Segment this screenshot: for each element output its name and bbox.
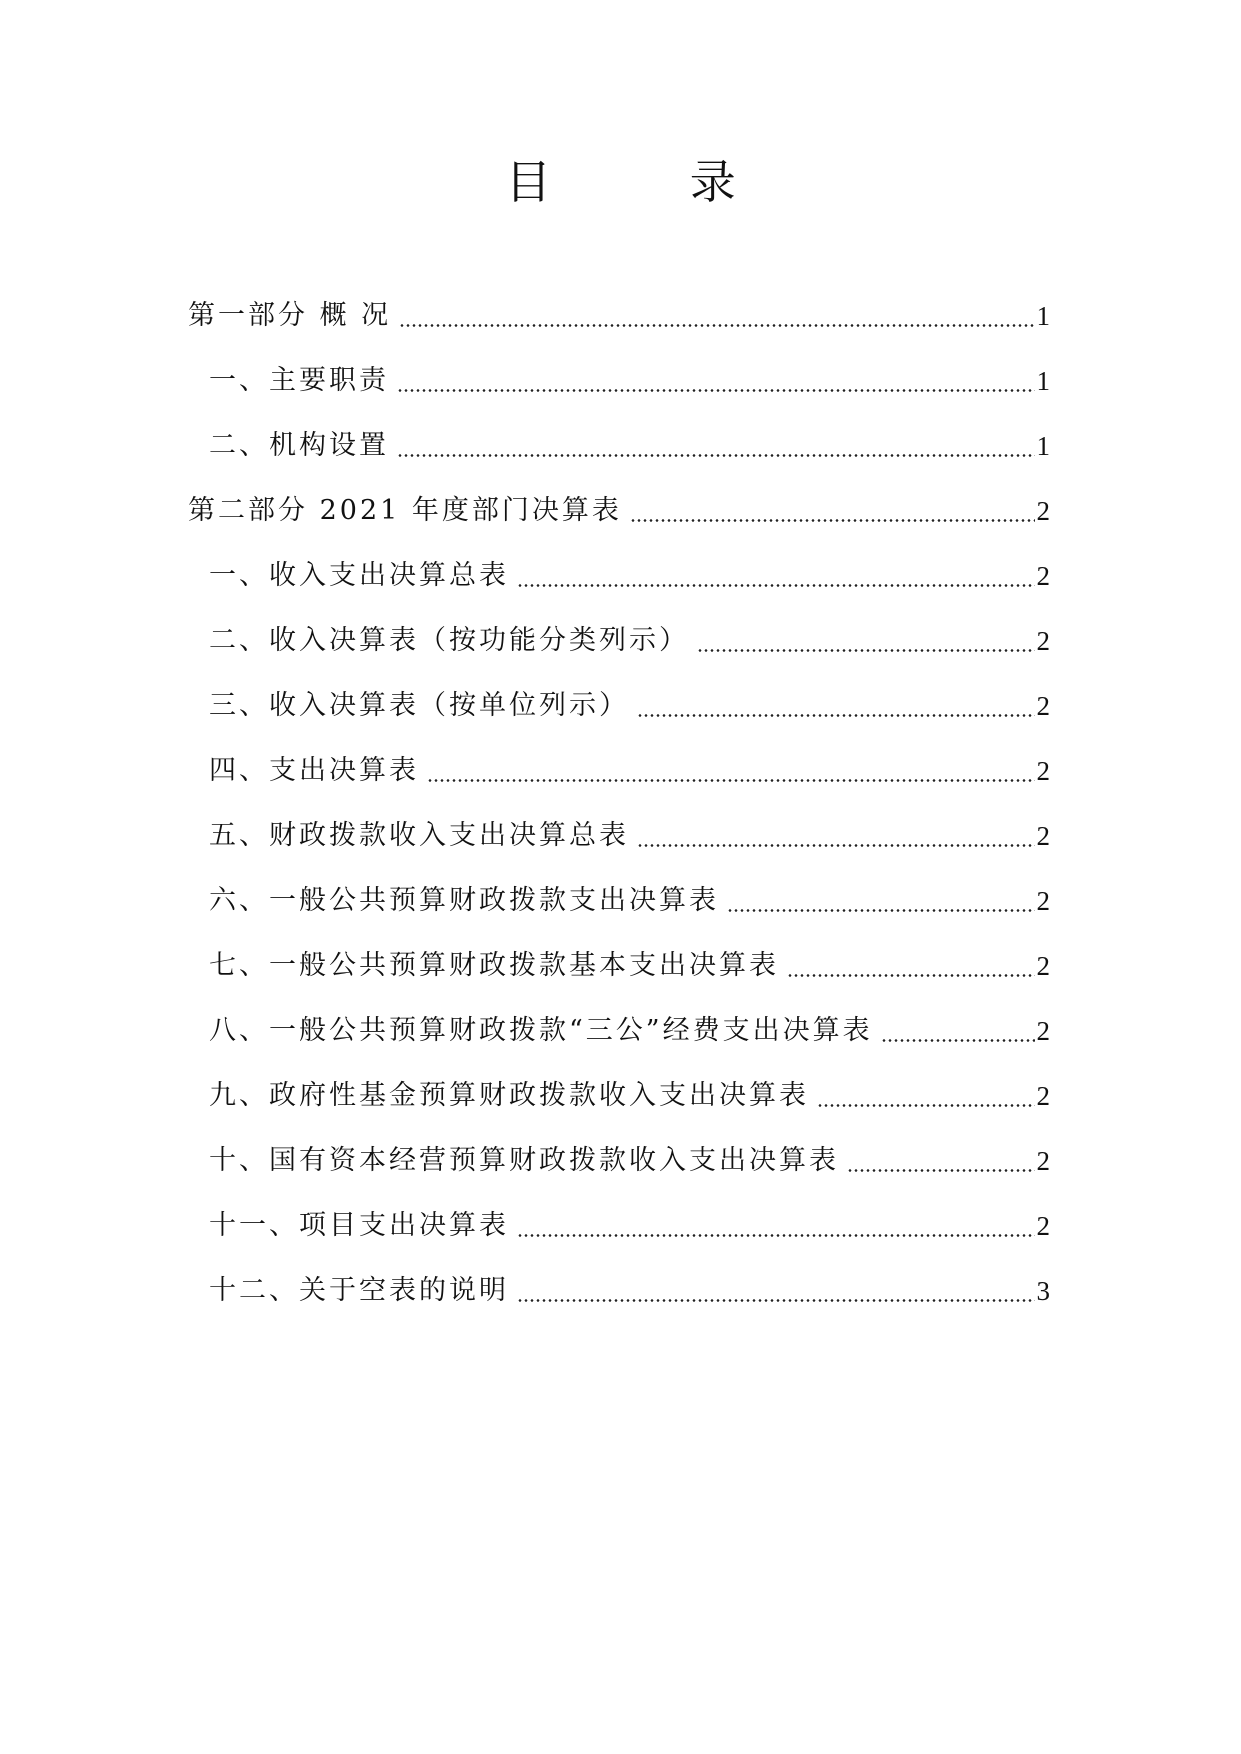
toc-entry-label: 一、主要职责 xyxy=(209,365,389,396)
dot-leader xyxy=(881,1039,1035,1042)
toc-entry-page-number: 2 xyxy=(1036,951,1050,981)
toc-entry-empty-table-note[interactable] xyxy=(188,1271,1050,1311)
toc-entry-general-budget-expense[interactable] xyxy=(188,881,1050,921)
toc-entry-part-2[interactable] xyxy=(188,491,1050,531)
toc-entry-label: 一、收入支出决算总表 xyxy=(209,560,509,591)
dot-leader xyxy=(399,324,1034,327)
toc-entry-label: 五、财政拨款收入支出决算总表 xyxy=(209,820,629,851)
toc-entry-page-number: 2 xyxy=(1036,1146,1050,1176)
toc-entry-label: 二、机构设置 xyxy=(209,430,389,461)
dot-leader xyxy=(630,519,1035,522)
toc-entry-page-number: 2 xyxy=(1036,496,1050,526)
dot-leader xyxy=(637,714,1035,717)
dot-leader xyxy=(787,974,1035,977)
dot-leader xyxy=(697,649,1035,652)
toc-entry-government-fund-budget[interactable] xyxy=(188,1076,1050,1116)
toc-entry-income-by-function[interactable] xyxy=(188,621,1050,661)
dot-leader xyxy=(517,1299,1035,1302)
toc-entry-label: 九、政府性基金预算财政拨款收入支出决算表 xyxy=(209,1080,809,1111)
toc-entry-page-number: 2 xyxy=(1036,561,1050,591)
toc-entry-label: 三、收入决算表（按单位列示） xyxy=(209,690,629,721)
toc-entry-three-public-expenses[interactable] xyxy=(188,1011,1050,1051)
dot-leader xyxy=(847,1169,1035,1172)
toc-entry-income-expense-summary[interactable] xyxy=(188,556,1050,596)
toc-entry-income-by-unit[interactable] xyxy=(188,686,1050,726)
dot-leader xyxy=(817,1104,1035,1107)
toc-entry-fiscal-appropriation-summary[interactable] xyxy=(188,816,1050,856)
toc-entry-organization[interactable] xyxy=(188,426,1050,466)
dot-leader xyxy=(397,454,1035,457)
toc-entry-page-number: 1 xyxy=(1036,431,1050,461)
toc-entry-label: 四、支出决算表 xyxy=(209,755,419,786)
toc-entry-page-number: 2 xyxy=(1036,1211,1050,1241)
toc-entry-label: 十一、项目支出决算表 xyxy=(209,1210,509,1241)
dot-leader xyxy=(727,909,1035,912)
toc-entry-page-number: 2 xyxy=(1036,886,1050,916)
dot-leader xyxy=(427,779,1035,782)
toc-entry-page-number: 2 xyxy=(1036,1081,1050,1111)
toc-entry-page-number: 3 xyxy=(1036,1276,1050,1306)
toc-entry-label: 十二、关于空表的说明 xyxy=(209,1275,509,1306)
dot-leader xyxy=(517,1234,1035,1237)
toc-entry-part-1[interactable] xyxy=(188,296,1050,336)
toc-entry-general-budget-basic-expense[interactable] xyxy=(188,946,1050,986)
toc-entry-expense-table[interactable] xyxy=(188,751,1050,791)
toc-entry-label: 七、一般公共预算财政拨款基本支出决算表 xyxy=(209,950,779,981)
toc-entry-page-number: 1 xyxy=(1036,301,1050,331)
toc-entry-label: 二、收入决算表（按功能分类列示） xyxy=(209,625,689,656)
dot-leader xyxy=(517,584,1035,587)
toc-entry-project-expense[interactable] xyxy=(188,1206,1050,1246)
page-title: 目 录 xyxy=(505,155,798,209)
toc-entry-page-number: 2 xyxy=(1036,756,1050,786)
dot-leader xyxy=(637,844,1035,847)
toc-entry-page-number: 2 xyxy=(1036,691,1050,721)
toc-entry-state-capital-budget[interactable] xyxy=(188,1141,1050,1181)
toc-entry-label: 六、一般公共预算财政拨款支出决算表 xyxy=(209,885,719,916)
toc-entry-page-number: 2 xyxy=(1036,1016,1050,1046)
toc-entry-main-duties[interactable] xyxy=(188,361,1050,401)
toc-entry-label: 第二部分 2021 年度部门决算表 xyxy=(188,495,622,526)
toc-entry-page-number: 2 xyxy=(1036,626,1050,656)
toc-entry-page-number: 1 xyxy=(1036,366,1050,396)
toc-entry-label: 八、一般公共预算财政拨款“三公”经费支出决算表 xyxy=(209,1015,873,1046)
toc-entry-page-number: 2 xyxy=(1036,821,1050,851)
toc-entry-label: 十、国有资本经营预算财政拨款收入支出决算表 xyxy=(209,1145,839,1176)
dot-leader xyxy=(397,389,1035,392)
toc-entry-label: 第一部分 概 况 xyxy=(188,300,392,331)
